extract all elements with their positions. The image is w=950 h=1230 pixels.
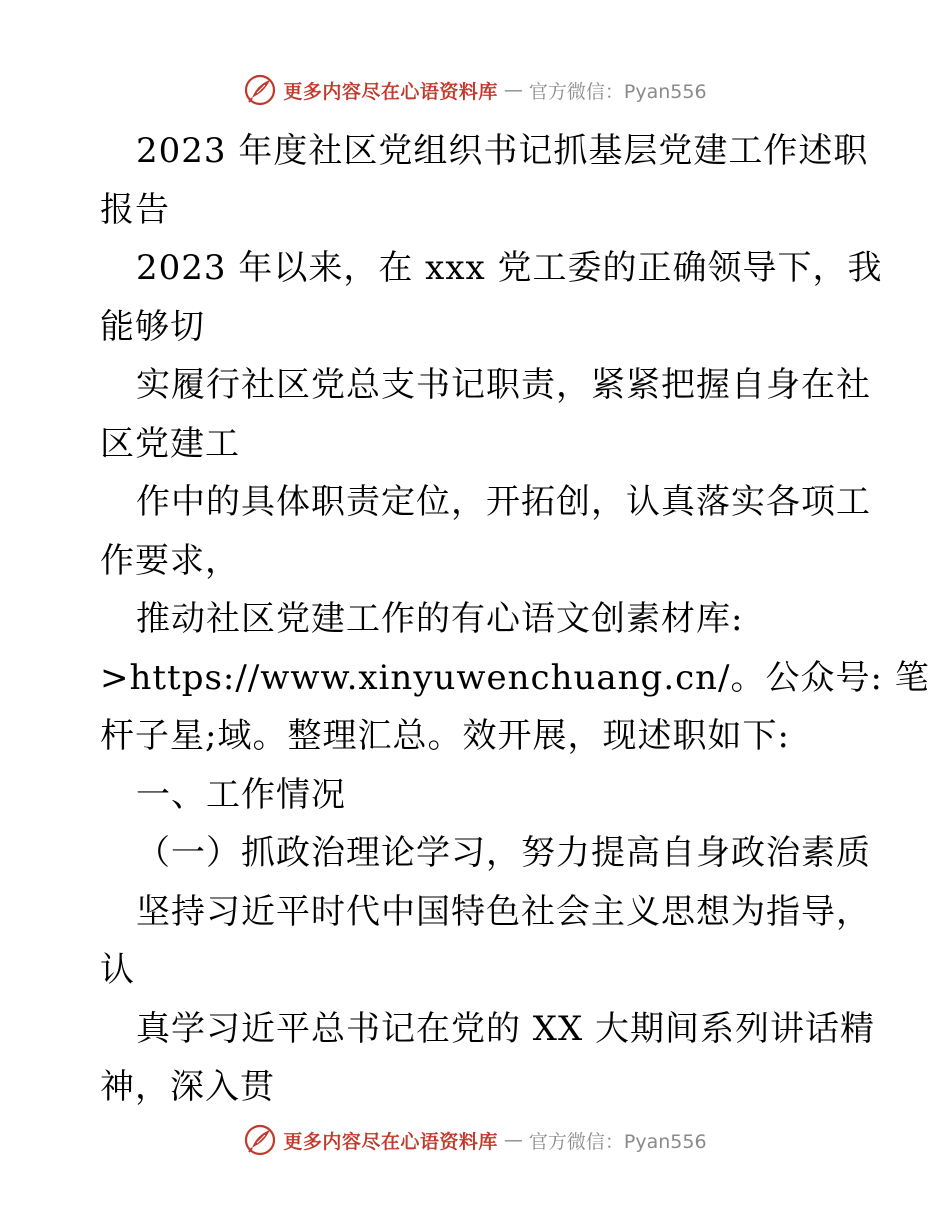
feather-logo-icon xyxy=(243,73,277,107)
watermark-dash: — xyxy=(503,1129,523,1151)
header-watermark-banner xyxy=(0,70,950,110)
paragraph-line: 作中的具体职责定位，开拓创，认真落实各项工 xyxy=(136,482,871,522)
watermark-wechat: 官方微信：Pyan556 xyxy=(528,80,707,103)
paragraph-line: 神，深入贯 xyxy=(100,1067,275,1107)
document-body xyxy=(100,122,930,1117)
paragraph-line: 真学习近平总书记在党的 XX 大期间系列讲话精 xyxy=(136,1008,876,1049)
section-heading: 一、工作情况 xyxy=(136,774,346,815)
paragraph-line: 2023 年以来，在 xxx 党工委的正确领导下，我 xyxy=(136,248,883,288)
watermark-brand: 更多内容尽在心语资料库 xyxy=(283,1130,498,1153)
watermark-brand: 更多内容尽在心语资料库 xyxy=(283,80,498,103)
title-line-1: 2023 年度社区党组织书记抓基层党建工作述职 xyxy=(136,131,869,171)
subsection-heading: （一）抓政治理论学习，努力提高自身政治素质 xyxy=(136,833,871,873)
paragraph-line: 作要求， xyxy=(100,540,240,581)
title-line-2: 报告 xyxy=(100,189,170,230)
paragraph-line: 实履行社区党总支书记职责，紧紧把握自身在社 xyxy=(136,365,871,405)
footer-watermark-banner xyxy=(0,1120,950,1160)
paragraph-line: 认 xyxy=(100,950,135,990)
paragraph-line: 能够切 xyxy=(100,306,205,347)
paragraph-line: 杆子星;域。整理汇总。效开展，现述职如下: xyxy=(100,716,790,756)
paragraph-line: 区党建工 xyxy=(100,423,240,464)
feather-logo-icon xyxy=(243,1123,277,1157)
paragraph-line-url: >https://www.xinyuwenchuang.cn/。公众号: 笔 xyxy=(100,657,930,698)
paragraph-line: 坚持习近平时代中国特色社会主义思想为指导， xyxy=(136,891,871,932)
watermark-dash: — xyxy=(503,79,523,101)
paragraph-line: 推动社区党建工作的有心语文创素材库: xyxy=(136,599,744,639)
watermark-wechat: 官方微信：Pyan556 xyxy=(528,1130,707,1153)
